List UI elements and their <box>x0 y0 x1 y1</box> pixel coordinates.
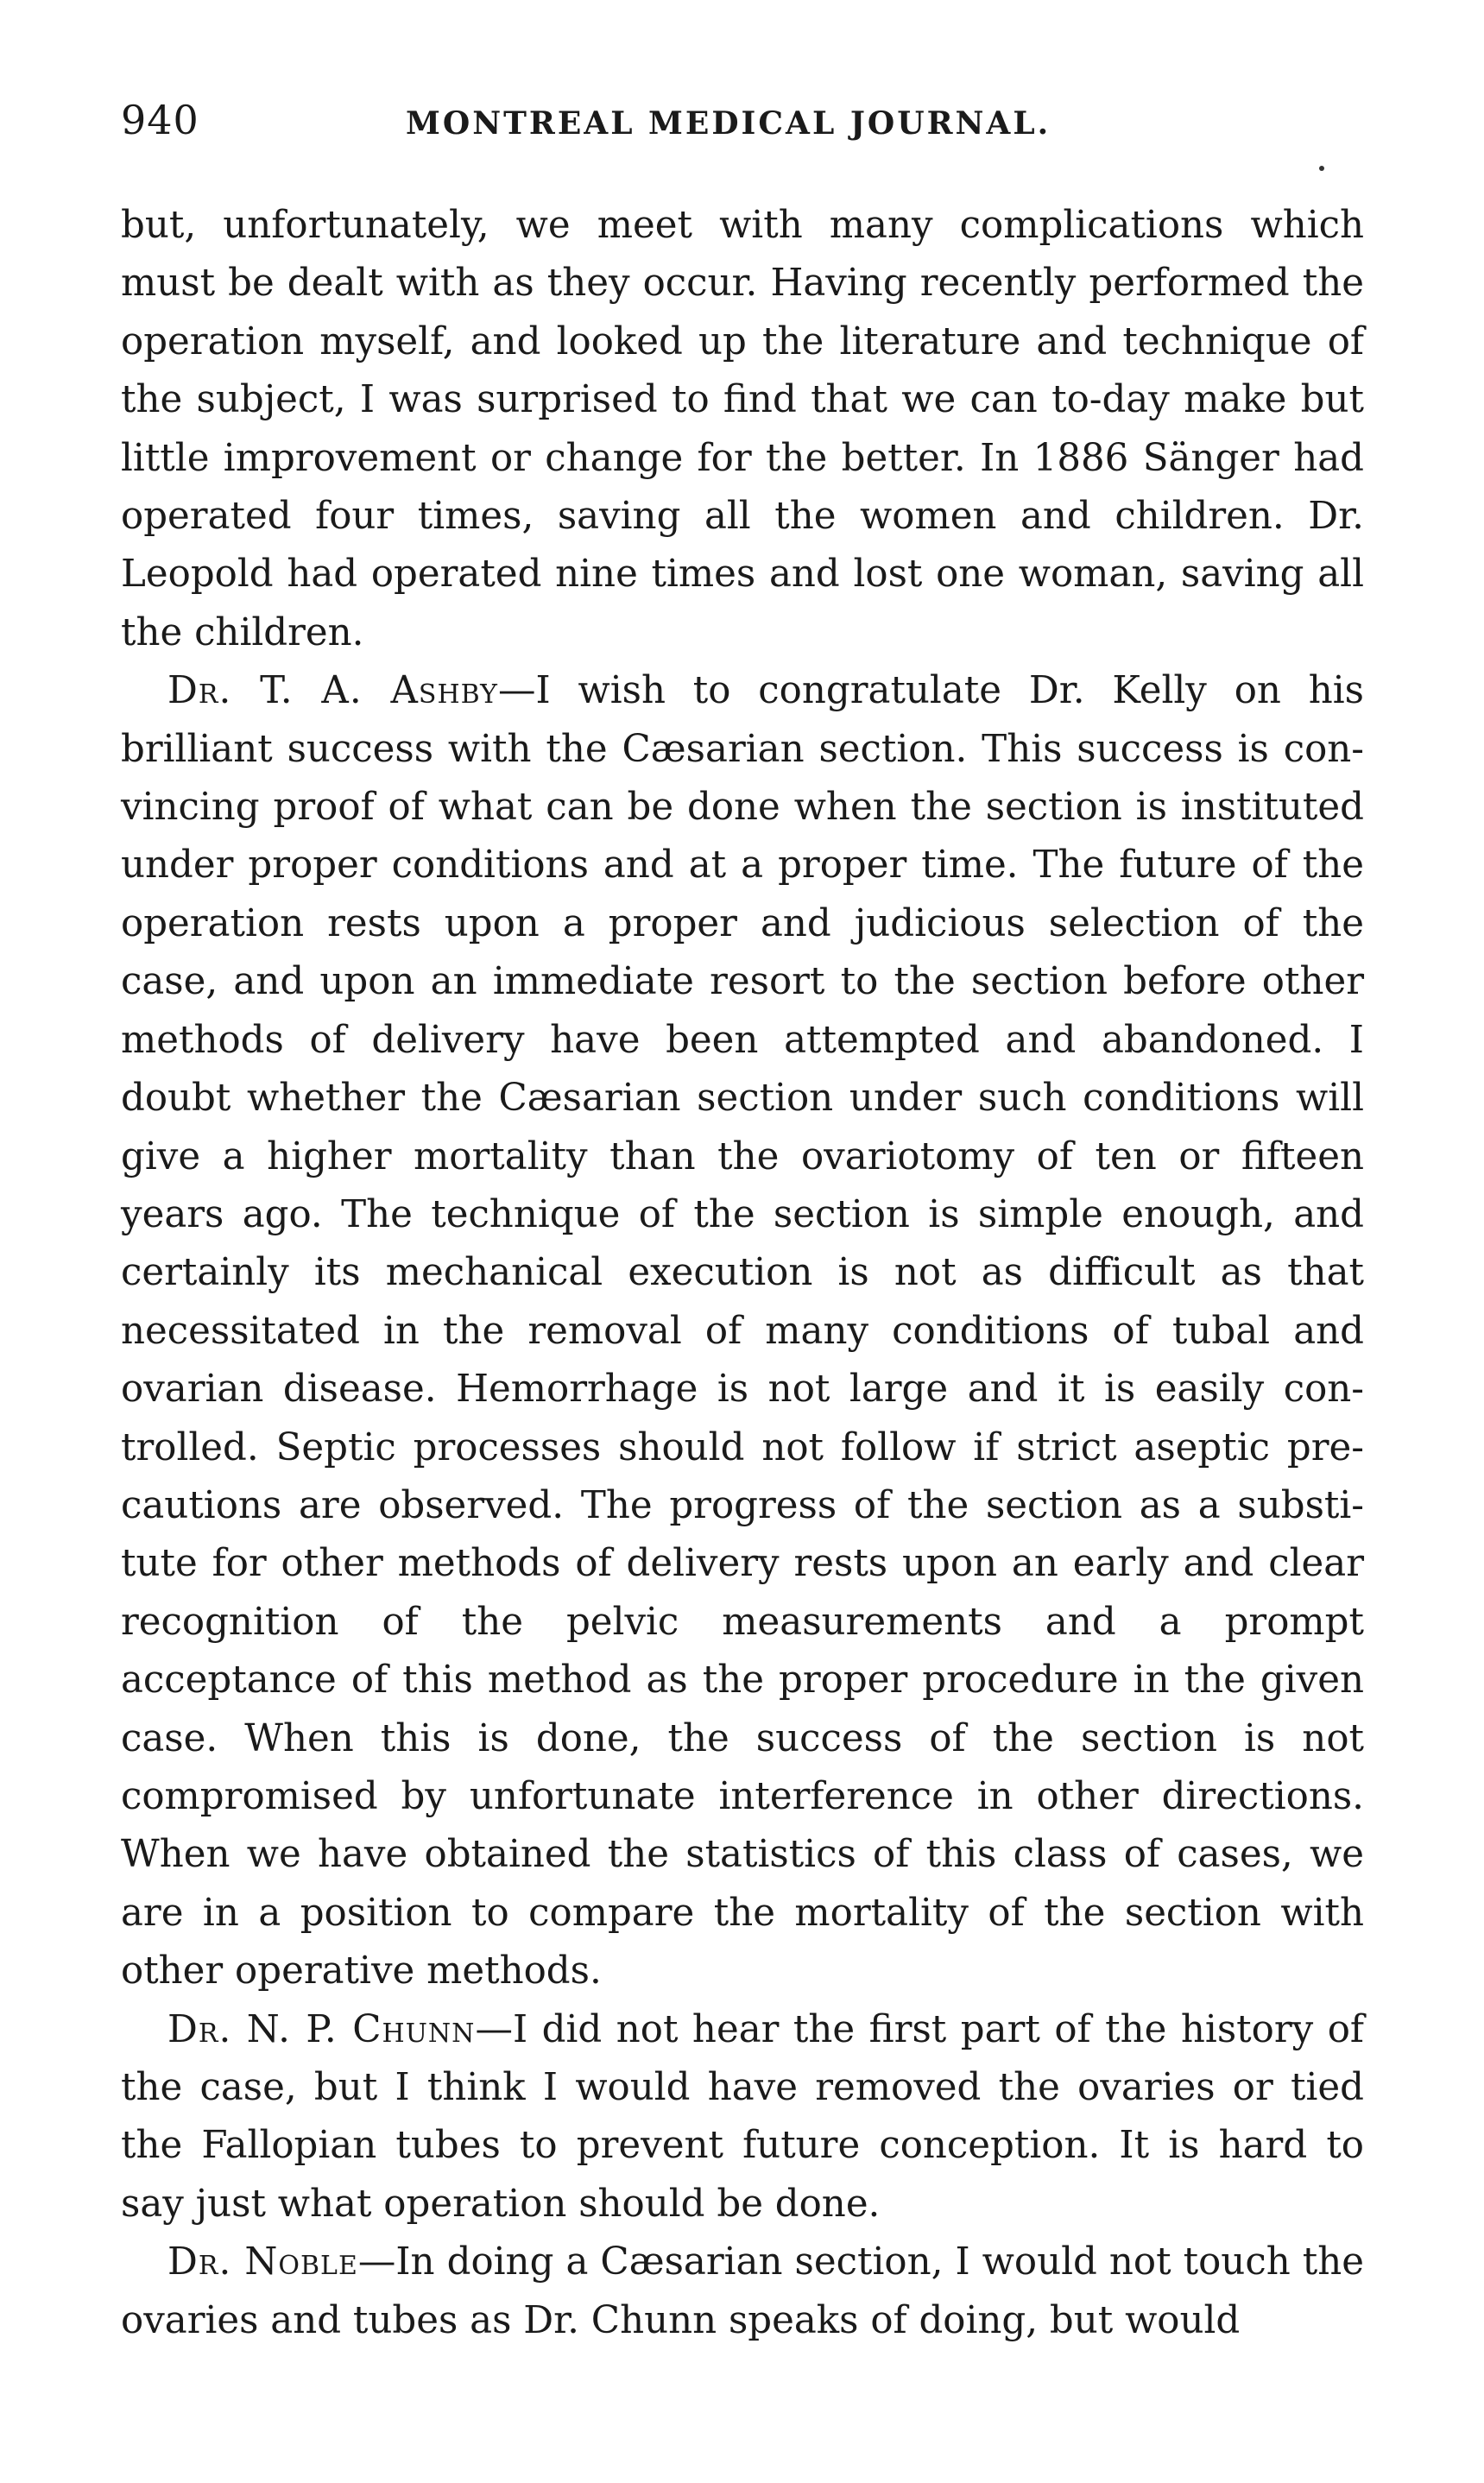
speaker-name: Dr. T. A. Ashby <box>167 669 498 713</box>
paragraph-ashby <box>121 662 1364 2000</box>
paragraph-noble <box>121 2233 1364 2350</box>
speaker-name: Dr. Noble <box>167 2240 358 2284</box>
paragraph-text: —I did not hear the first part of the history of the case, but I think I would have removed the ovaries or tied the Fallopian tubes to prevent future conception. It is hard to say just what operation should be done. <box>121 2007 1364 2226</box>
page-header <box>121 97 1364 157</box>
paragraph-text: but, unfortunately, we meet with many complications which must be dealt with as they occur. Having recently performed the operation myself, and looked up the literature and technique of the subject, I was surprised to find that we can to-day make but little improvement or change for the better. In 1886 Sänger had operated four times, saving all the women and children. Dr. Leopold had operated nine times and lost one woman, saving all the children. <box>121 204 1364 654</box>
print-speck <box>1319 166 1324 171</box>
paragraph-text: —In doing a Cæsarian section, I would not touch the ovaries and tubes as Dr. Chunn speaks of doing, but would <box>121 2240 1364 2342</box>
paragraph-text: —I wish to congratulate Dr. Kelly on his brilliant success with the Cæsarian section. This success is convincing proof of what can be done when the section is instituted under proper conditions and at a proper time. The future of the operation rests upon a proper and judicious selection of the case, and upon an immediate resort to the section before other methods of delivery have been attempted and abandoned. I doubt whether the Cæsarian section under such conditions will give a higher mortality than the ovariotomy of ten or fifteen years ago. The technique of the section is simple enough, and certainly its mechanical execution is not as difficult as that necessitated in the removal of many conditions of tubal and ovarian disease. Hemorrhage is not large and it is easily controlled. Septic processes should not follow if strict aseptic precautions are observed. The progress of the section as a substitute for other methods of delivery rests upon an early and clear recognition of the pelvic measurements and a prompt acceptance of this method as the proper procedure in the given case. When this is done, the success of the section is not compromised by unfortunate interference in other directions. When we have obtained the statistics of this class of cases, we are in a position to compare the mortality of the section with other operative methods. <box>121 669 1364 1993</box>
page-number: 940 <box>121 97 199 143</box>
speaker-name: Dr. N. P. Chunn <box>167 2007 476 2051</box>
paragraph-chunn <box>121 2001 1364 2234</box>
running-head: MONTREAL MEDICAL JOURNAL. <box>406 105 1051 142</box>
paragraph-continuation <box>121 197 1364 662</box>
body-text <box>121 197 1364 2350</box>
